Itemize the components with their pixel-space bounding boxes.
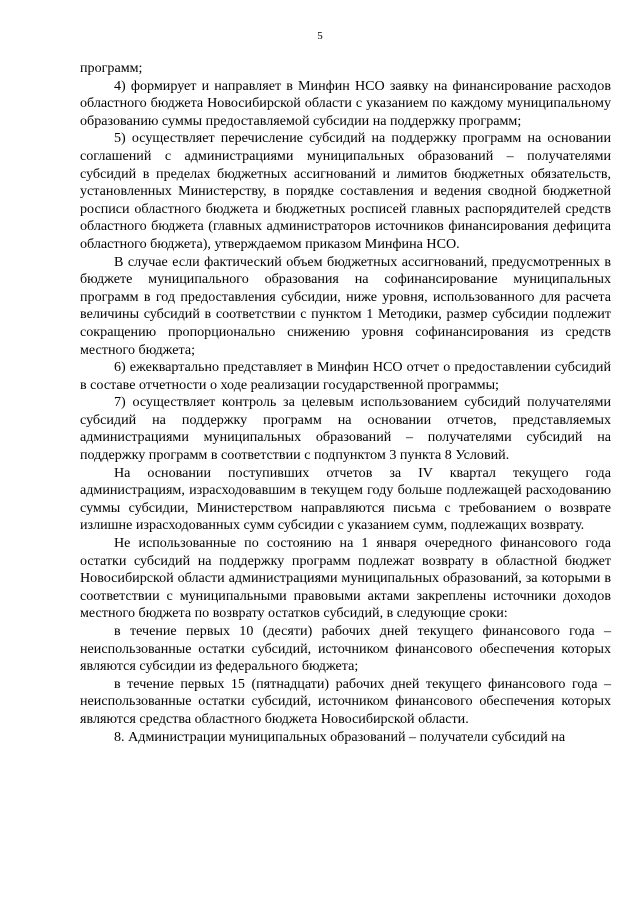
paragraph-item-5: 5) осуществляет перечисление субсидий на поддержку программ на основании соглашений с администрациями муниципальных образований – получателями субсидий в пределах бюджетных ассигнований и лимитов бюджетных обязательств, установленных Министерству, в порядке составления и ведения сводной бюджетной росписи областного бюджета и бюджетных росписей главных распорядителей средств областного бюджета (главных администраторов источников финансирования дефицита областного бюджета), утверждаемом приказом Минфина НСО.: [80, 130, 611, 252]
paragraph-item-4: 4) формирует и направляет в Минфин НСО заявку на финансирование расходов областного бюджета Новосибирской области с указанием по каждому муниципальному образованию суммы предоставляемой субсидии на поддержку программ;: [80, 77, 611, 129]
paragraph-reduction-clause: В случае если фактический объем бюджетных ассигнований, предусмотренных в бюджете муниципального образования на софинансирование муниципальных программ в год предоставления субсидии, ниже уровня, использованного для расчета величины субсидий в соответствии с пунктом 1 Методики, размер субсидии подлежит сокращению пропорционально снижению уровня софинансирования из средств местного бюджета;: [80, 253, 611, 358]
body-text: [80, 60, 611, 746]
paragraph-deadline-10-days: в течение первых 10 (десяти) рабочих дней текущего финансового года – неиспользованные остатки субсидий, источником финансового обеспечения которых являются субсидии из федерального бюджета;: [80, 623, 611, 675]
paragraph-continuation: программ;: [80, 60, 143, 76]
paragraph-deadline-15-days: в течение первых 15 (пятнадцати) рабочих дней текущего финансового года – неиспользованные остатки субсидий, источником финансового обеспечения которых являются средства областного бюджета Новосибирской области.: [80, 675, 611, 727]
paragraph-item-7: 7) осуществляет контроль за целевым использованием субсидий получателями субсидий на поддержку программ на основании отчетов, представляемых администрациями муниципальных образований – получателями субсидий на поддержку программ в соответствии с подпунктом 3 пункта 8 Условий.: [80, 394, 611, 464]
page-number: 5: [317, 30, 323, 42]
paragraph-item-6: 6) ежеквартально представляет в Минфин НСО отчет о предоставлении субсидий в составе отчетности о ходе реализации государственной программы;: [80, 359, 611, 393]
paragraph-item-8: 8. Администрации муниципальных образований – получатели субсидий на: [114, 728, 566, 745]
paragraph-q4-reports: На основании поступивших отчетов за IV квартал текущего года администрациям, израсходовавшим в текущем году больше подлежащей расходованию суммы субсидии, Министерством направляются письма с требованием о возврате излишне израсходованных сумм субсидии с указанием сумм, подлежащих возврату.: [80, 464, 611, 534]
paragraph-unused-balances: Не использованные по состоянию на 1 января очередного финансового года остатки субсидий на поддержку программ подлежат возврату в областной бюджет Новосибирской области администрациями муниципальных образований, за которыми в соответствии с муниципальными правовыми актами закреплены источники доходов местного бюджета по возврату остатков субсидий, в следующие сроки:: [80, 535, 611, 622]
